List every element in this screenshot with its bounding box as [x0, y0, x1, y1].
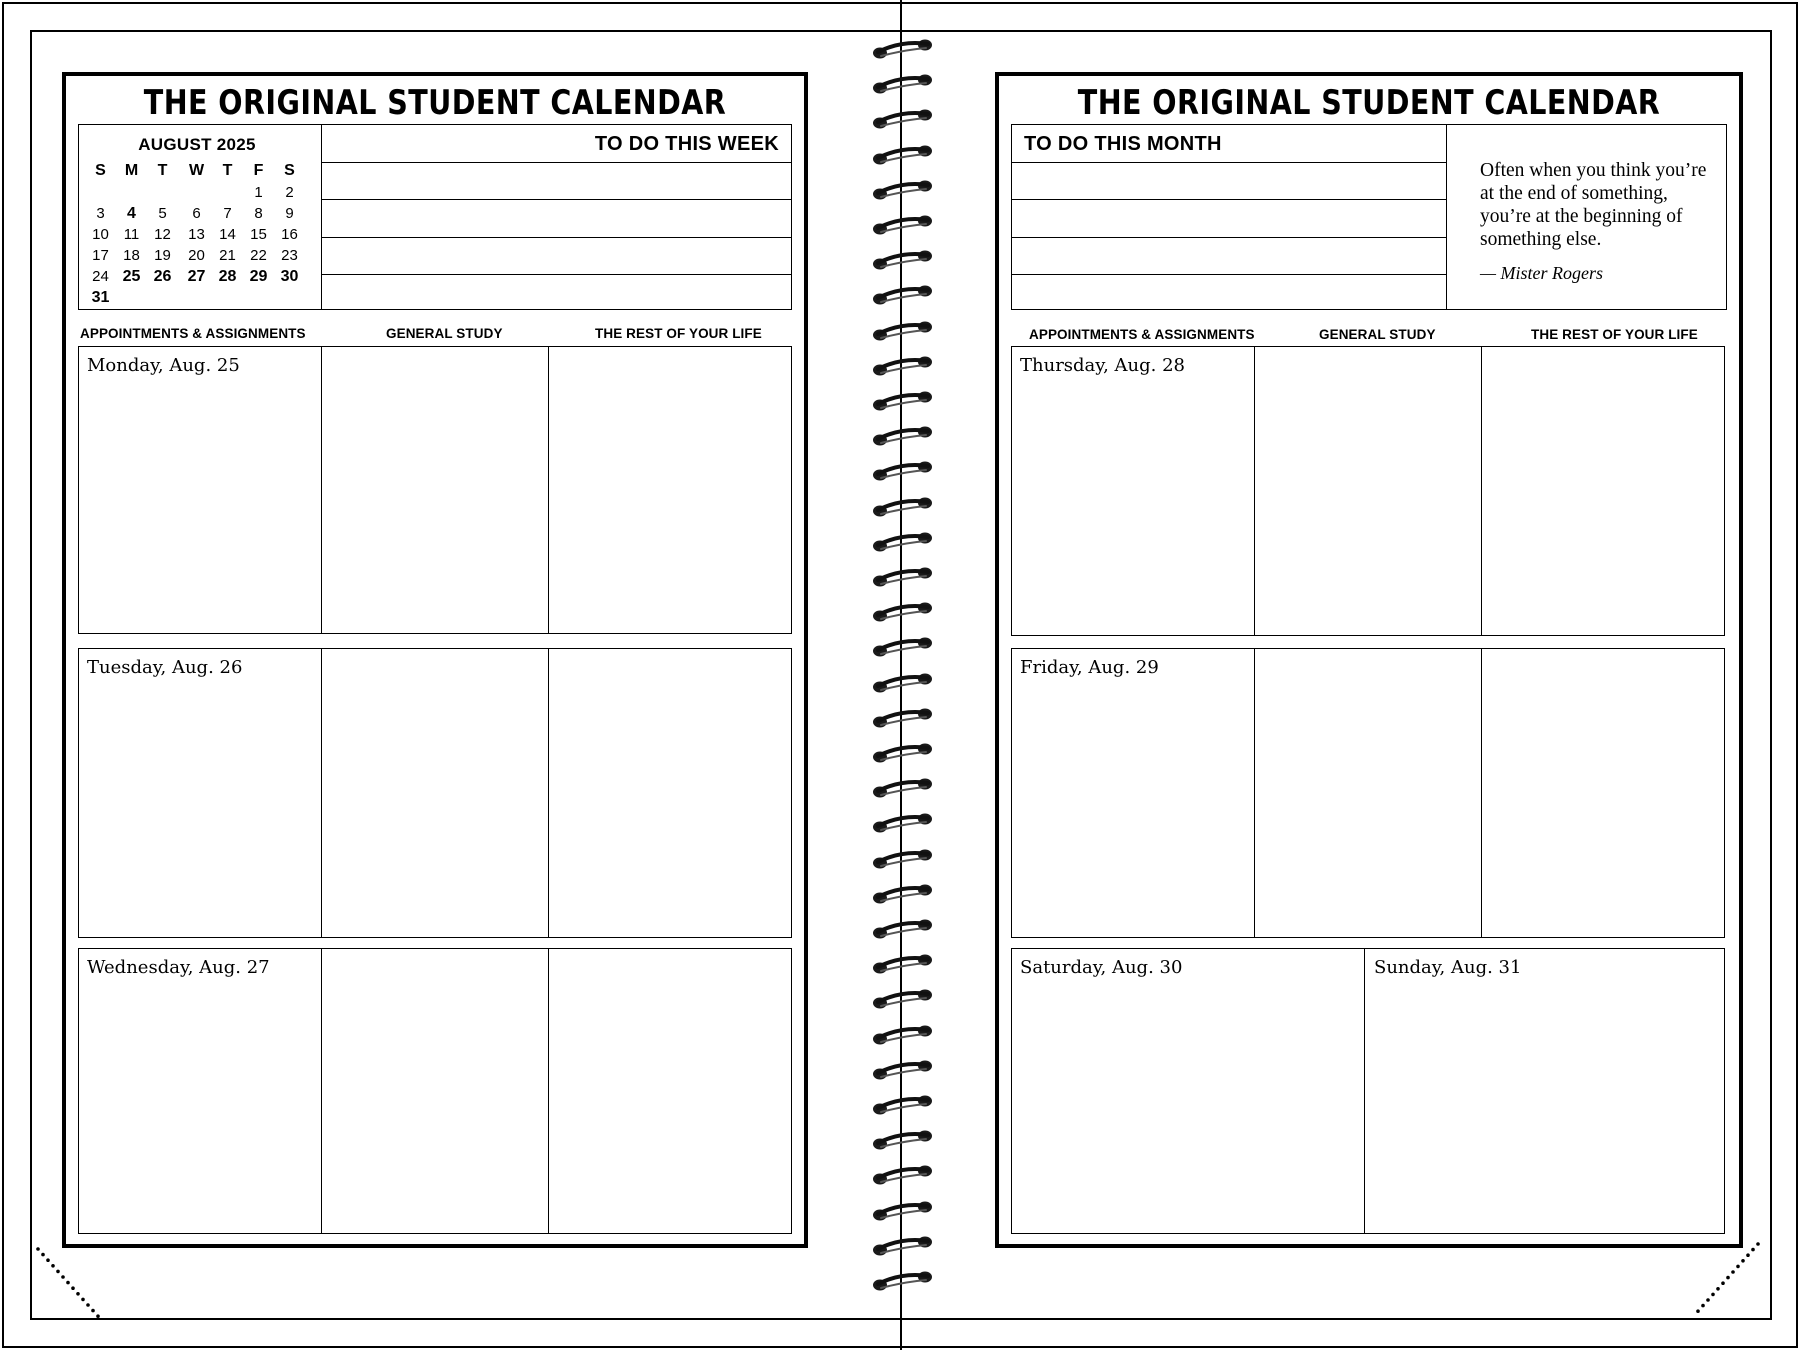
spiral-coil: [872, 601, 934, 623]
spiral-coil: [872, 390, 934, 412]
calendar-day: 5: [158, 205, 167, 222]
weekday-label: W: [188, 162, 205, 179]
day-row-thursday: [1011, 346, 1725, 636]
calendar-day: 21: [219, 247, 236, 264]
calendar-day: 11: [123, 226, 140, 243]
todo-month-header: TO DO THIS MONTH: [1024, 133, 1222, 155]
calendar-day: 1: [254, 184, 263, 201]
calendar-day: 2: [285, 184, 294, 201]
quote-text: [1480, 159, 1720, 251]
mini-calendar-month: AUGUST 2025: [138, 135, 256, 154]
todo-line: [1012, 199, 1446, 200]
day-label: Monday, Aug. 25: [87, 355, 240, 376]
weekday-label: S: [284, 162, 295, 179]
column-header-rest-of-life: THE REST OF YOUR LIFE: [595, 326, 762, 341]
todo-line: [1012, 162, 1446, 163]
column-divider: [548, 649, 549, 937]
column-divider: [321, 949, 322, 1233]
right-header-block: [1011, 124, 1727, 310]
spiral-coil: [872, 284, 934, 306]
spiral-coil: [872, 1270, 934, 1292]
day-label: Wednesday, Aug. 27: [87, 957, 270, 978]
right-corner-perforation: [1692, 1240, 1762, 1320]
left-planner-page: [62, 72, 808, 1248]
weekday-label: T: [222, 162, 233, 179]
spiral-coil: [872, 179, 934, 201]
spiral-coil: [872, 707, 934, 729]
spiral-coil: [872, 1129, 934, 1151]
calendar-day: 9: [285, 205, 294, 222]
spiral-coil: [872, 320, 934, 342]
left-page-title: THE ORIGINAL STUDENT CALENDAR: [143, 83, 727, 123]
spiral-coil: [872, 531, 934, 553]
day-label-saturday: Saturday, Aug. 30: [1020, 957, 1183, 978]
column-divider: [1254, 649, 1255, 937]
column-header-appointments: APPOINTMENTS & ASSIGNMENTS: [80, 326, 306, 341]
quote-author: — Mister Rogers: [1480, 263, 1603, 283]
spiral-coil: [872, 848, 934, 870]
todo-line: [1012, 237, 1446, 238]
header-divider: [321, 125, 322, 309]
column-divider: [548, 347, 549, 633]
spiral-coil: [872, 249, 934, 271]
spiral-coil: [872, 144, 934, 166]
quote-line: you’re at the beginning of: [1480, 206, 1683, 227]
todo-week-header: TO DO THIS WEEK: [594, 133, 779, 155]
spiral-coil: [872, 883, 934, 905]
calendar-day: 7: [223, 205, 232, 222]
spiral-coil: [872, 1164, 934, 1186]
spiral-coil: [872, 38, 934, 60]
todo-line: [321, 199, 791, 200]
day-row-friday: [1011, 648, 1725, 938]
spiral-coil: [872, 108, 934, 130]
quote-line: something else.: [1480, 229, 1602, 250]
calendar-day: 27: [187, 268, 206, 285]
spiral-coil: [872, 1024, 934, 1046]
spiral-coil: [872, 496, 934, 518]
quote-line: at the end of something,: [1480, 183, 1668, 204]
calendar-day: 16: [281, 226, 298, 243]
spiral-coil: [872, 812, 934, 834]
calendar-day: 15: [250, 226, 267, 243]
day-label: Friday, Aug. 29: [1020, 657, 1159, 678]
right-planner-page: [995, 72, 1743, 1248]
calendar-day: 14: [219, 226, 236, 243]
column-divider: [1481, 649, 1482, 937]
calendar-day: 30: [280, 268, 299, 285]
day-row-wednesday: [78, 948, 792, 1234]
calendar-day: 4: [127, 205, 136, 222]
spiral-coil: [872, 1200, 934, 1222]
calendar-day: 10: [92, 226, 109, 243]
calendar-day: 24: [92, 268, 109, 285]
todo-line: [321, 162, 791, 163]
left-header-block: [78, 124, 792, 310]
day-label: Thursday, Aug. 28: [1020, 355, 1185, 376]
spiral-coil: [872, 214, 934, 236]
weekday-label: T: [157, 162, 168, 179]
column-header-appointments: APPOINTMENTS & ASSIGNMENTS: [1029, 327, 1255, 342]
calendar-day: 12: [154, 226, 171, 243]
spiral-coil: [872, 73, 934, 95]
spiral-coil: [872, 777, 934, 799]
calendar-day: 23: [281, 247, 298, 264]
day-row-tuesday: [78, 648, 792, 938]
calendar-day: 17: [92, 247, 109, 264]
todo-line: [321, 274, 791, 275]
calendar-day: 31: [91, 289, 110, 306]
calendar-day: 20: [188, 247, 205, 264]
calendar-day: 26: [153, 268, 172, 285]
spiral-coil: [872, 672, 934, 694]
weekday-label: M: [124, 162, 139, 179]
column-divider: [548, 949, 549, 1233]
calendar-day: 25: [122, 268, 141, 285]
calendar-day: 22: [250, 247, 267, 264]
calendar-day: 6: [192, 205, 201, 222]
column-header-general-study: GENERAL STUDY: [1319, 327, 1436, 342]
calendar-day: 3: [96, 205, 105, 222]
spiral-coil: [872, 566, 934, 588]
weekday-label: F: [253, 162, 264, 179]
column-divider: [321, 649, 322, 937]
calendar-day: 18: [123, 247, 140, 264]
weekend-row: [1011, 948, 1725, 1234]
calendar-day: 28: [218, 268, 237, 285]
spiral-coil: [872, 742, 934, 764]
weekday-label: S: [95, 162, 106, 179]
column-divider: [1254, 347, 1255, 635]
calendar-day: 13: [188, 226, 205, 243]
column-header-rest-of-life: THE REST OF YOUR LIFE: [1531, 327, 1698, 342]
column-divider: [321, 347, 322, 633]
spiral-coil: [872, 953, 934, 975]
mini-calendar: [79, 125, 321, 311]
column-header-general-study: GENERAL STUDY: [386, 326, 503, 341]
quote-line: Often when you think you’re: [1480, 160, 1707, 181]
spiral-coil: [872, 1235, 934, 1257]
day-row-monday: [78, 346, 792, 634]
spiral-coil: [872, 1094, 934, 1116]
spiral-coil: [872, 918, 934, 940]
spiral-coil: [872, 1059, 934, 1081]
todo-line: [1012, 274, 1446, 275]
right-page-title: THE ORIGINAL STUDENT CALENDAR: [1077, 83, 1661, 123]
quote-box: [1446, 125, 1726, 309]
spiral-coil: [872, 355, 934, 377]
day-label-sunday: Sunday, Aug. 31: [1374, 957, 1522, 978]
calendar-day: 8: [254, 205, 263, 222]
spiral-coil: [872, 636, 934, 658]
left-corner-perforation: [34, 1245, 104, 1325]
spiral-coil: [872, 988, 934, 1010]
day-label: Tuesday, Aug. 26: [87, 657, 243, 678]
spiral-coil: [872, 425, 934, 447]
weekend-divider: [1364, 949, 1365, 1233]
column-divider: [1481, 347, 1482, 635]
spiral-coil: [872, 460, 934, 482]
calendar-day: 29: [249, 268, 268, 285]
calendar-day: 19: [154, 247, 171, 264]
todo-line: [321, 237, 791, 238]
